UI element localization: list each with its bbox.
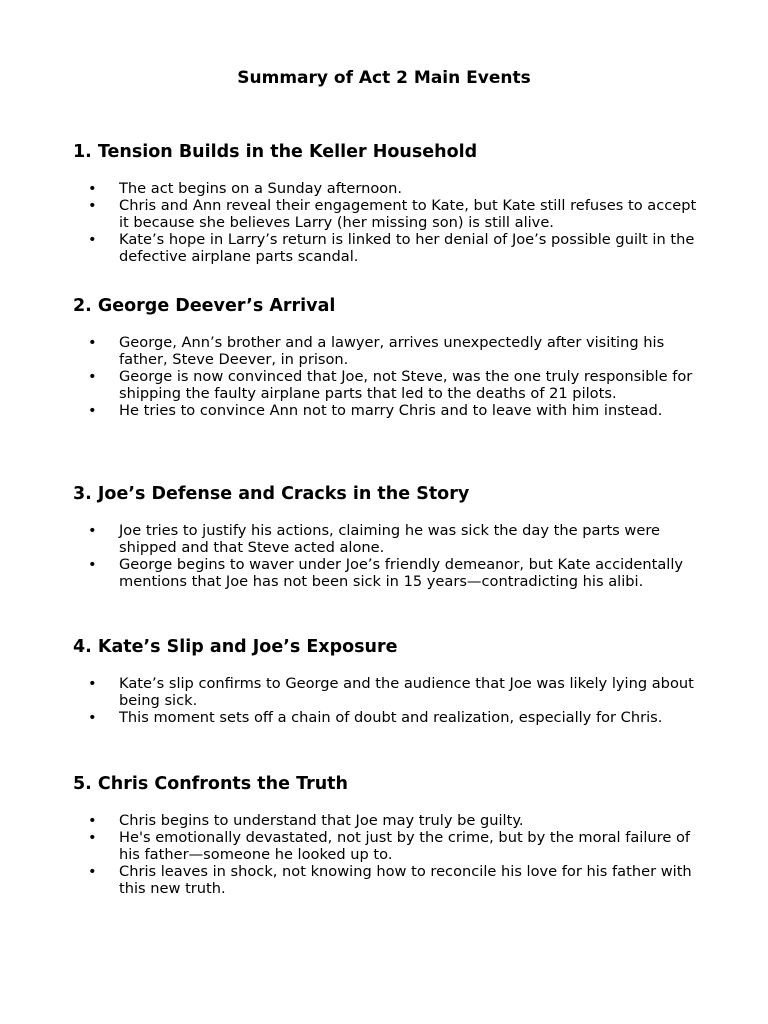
bullet-icon: • bbox=[88, 231, 97, 248]
bullet-text: Joe tries to justify his actions, claiming he was sick the day the parts were shipped and that Steve acted alone. bbox=[119, 522, 660, 556]
bullet-list bbox=[73, 334, 713, 419]
bullet-text: Chris begins to understand that Joe may truly be guilty. bbox=[119, 812, 524, 829]
bullet-item bbox=[73, 829, 705, 863]
section-heading: 4. Kate’s Slip and Joe’s Exposure bbox=[73, 637, 398, 657]
document-title: Summary of Act 2 Main Events bbox=[237, 68, 531, 88]
bullet-item bbox=[73, 231, 705, 265]
section-heading: 3. Joe’s Defense and Cracks in the Story bbox=[73, 484, 470, 504]
bullet-icon: • bbox=[88, 863, 97, 880]
bullet-text: Kate’s slip confirms to George and the audience that Joe was likely lying about being sick. bbox=[119, 675, 694, 709]
bullet-item bbox=[73, 180, 705, 197]
bullet-list bbox=[73, 522, 713, 590]
section-1 bbox=[73, 141, 713, 265]
bullet-text: This moment sets off a chain of doubt and realization, especially for Chris. bbox=[119, 709, 663, 726]
bullet-item bbox=[73, 522, 705, 556]
bullet-item bbox=[73, 863, 705, 897]
bullet-item bbox=[73, 334, 705, 368]
bullet-icon: • bbox=[88, 556, 97, 573]
bullet-icon: • bbox=[88, 812, 97, 829]
section-3 bbox=[73, 483, 713, 590]
bullet-item bbox=[73, 556, 705, 590]
section-2 bbox=[73, 295, 713, 419]
section-5 bbox=[73, 773, 713, 897]
bullet-list bbox=[73, 812, 713, 897]
bullet-list bbox=[73, 180, 713, 265]
bullet-text: Chris and Ann reveal their engagement to Kate, but Kate still refuses to accept it because she believes Larry (her missing son) is still alive. bbox=[119, 197, 697, 231]
bullet-item bbox=[73, 368, 705, 402]
bullet-item bbox=[73, 402, 705, 419]
bullet-icon: • bbox=[88, 334, 97, 351]
section-heading: 1. Tension Builds in the Keller Household bbox=[73, 142, 478, 162]
bullet-icon: • bbox=[88, 675, 97, 692]
bullet-text: Kate’s hope in Larry’s return is linked to her denial of Joe’s possible guilt in the defective airplane parts scandal. bbox=[119, 231, 695, 265]
bullet-list bbox=[73, 675, 713, 726]
bullet-icon: • bbox=[88, 829, 97, 846]
bullet-item bbox=[73, 197, 705, 231]
bullet-text: He's emotionally devastated, not just by the crime, but by the moral failure of his father—someone he looked up to. bbox=[119, 829, 691, 863]
bullet-text: George, Ann’s brother and a lawyer, arrives unexpectedly after visiting his father, Steve Deever, in prison. bbox=[119, 334, 665, 368]
section-heading: 5. Chris Confronts the Truth bbox=[73, 774, 348, 794]
bullet-text: George is now convinced that Joe, not Steve, was the one truly responsible for shipping the faulty airplane parts that led to the deaths of 21 pilots. bbox=[119, 368, 693, 402]
bullet-icon: • bbox=[88, 402, 97, 419]
section-4 bbox=[73, 636, 713, 726]
bullet-text: He tries to convince Ann not to marry Chris and to leave with him instead. bbox=[119, 402, 663, 419]
bullet-item bbox=[73, 675, 705, 709]
section-heading: 2. George Deever’s Arrival bbox=[73, 296, 336, 316]
bullet-text: George begins to waver under Joe’s friendly demeanor, but Kate accidentally mentions that Joe has not been sick in 15 years—contradicting his alibi. bbox=[119, 556, 684, 590]
bullet-icon: • bbox=[88, 197, 97, 214]
bullet-icon: • bbox=[88, 368, 97, 385]
bullet-item bbox=[73, 709, 705, 726]
bullet-icon: • bbox=[88, 180, 97, 197]
bullet-text: The act begins on a Sunday afternoon. bbox=[119, 180, 403, 197]
bullet-icon: • bbox=[88, 522, 97, 539]
bullet-text: Chris leaves in shock, not knowing how to reconcile his love for his father with this new truth. bbox=[119, 863, 692, 897]
bullet-icon: • bbox=[88, 709, 97, 726]
bullet-item bbox=[73, 812, 705, 829]
